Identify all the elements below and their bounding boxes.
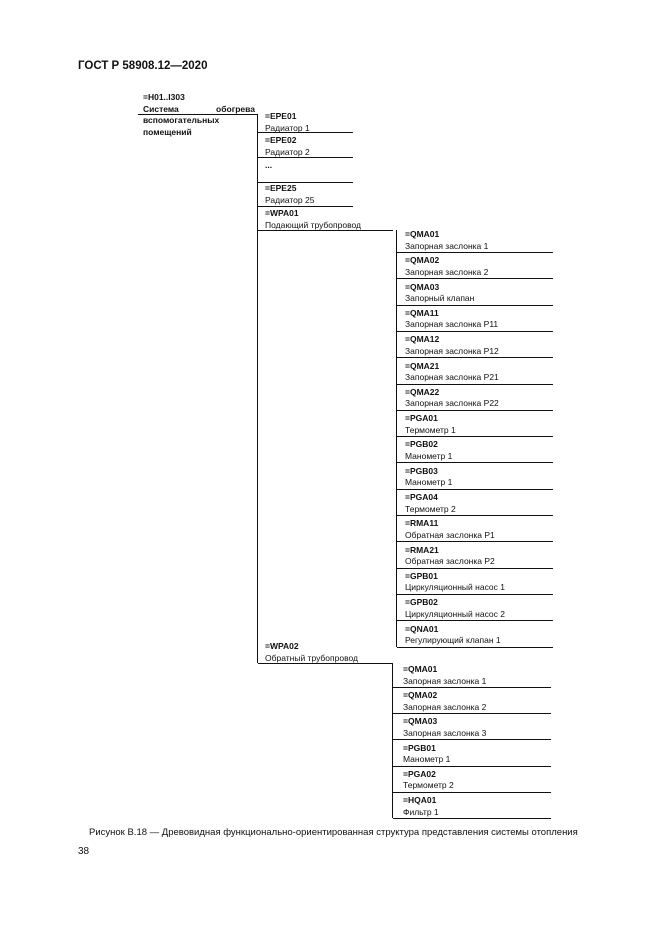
node-code: =QMA01 bbox=[405, 229, 440, 239]
node-name: Радиатор 2 bbox=[265, 146, 310, 157]
tree-node-level1 bbox=[265, 183, 314, 206]
return-item-underline bbox=[393, 687, 551, 688]
node-code: =WPA01 bbox=[265, 208, 299, 218]
supply-item-underline bbox=[397, 252, 553, 253]
node-name: Циркуляционный насос 2 bbox=[405, 608, 505, 619]
node-code: =RMA11 bbox=[405, 518, 439, 529]
return-item-underline bbox=[393, 766, 551, 767]
document-header: ГОСТ Р 58908.12—2020 bbox=[78, 60, 208, 72]
node-name: Радиатор 1 bbox=[265, 122, 310, 133]
supply-item-underline bbox=[397, 541, 553, 542]
supply-item-underline bbox=[397, 515, 553, 516]
supply-item-underline bbox=[397, 594, 553, 595]
tree-node-supply-item bbox=[405, 229, 488, 252]
tree-node-supply-item bbox=[405, 597, 505, 620]
node-code: =PGB02 bbox=[405, 439, 438, 450]
node-name: Фильтр 1 bbox=[403, 806, 439, 817]
return-item-underline bbox=[393, 739, 551, 740]
node-code: =QMA02 bbox=[403, 690, 438, 701]
node-code: =RMA21 bbox=[405, 544, 439, 555]
tree-node-supply-item bbox=[405, 387, 499, 410]
node-name: Обратная заслонка P2 bbox=[405, 556, 495, 567]
node-name: Запорная заслонка 1 bbox=[405, 240, 489, 251]
node-code: =EPE02 bbox=[265, 135, 297, 145]
tree-node-supply-item bbox=[405, 624, 501, 647]
tree-node-return-item bbox=[403, 716, 486, 739]
node-name: Манометр 1 bbox=[403, 754, 451, 765]
node-name: Манометр 1 bbox=[405, 450, 453, 461]
level1-underline bbox=[258, 230, 393, 231]
node-name: Радиатор 25 bbox=[265, 194, 315, 205]
tree-node-level1 bbox=[265, 641, 358, 664]
node-name: Запорная заслонка 2 bbox=[403, 701, 487, 712]
node-code: =HQA01 bbox=[403, 795, 437, 805]
tree-node-supply-item bbox=[405, 334, 499, 357]
tree-node-root bbox=[143, 92, 255, 138]
node-code: =QMA12 bbox=[405, 334, 440, 345]
figure-caption: Рисунок В.18 — Древовидная функционально-ориентированная структура представления системы отопления bbox=[89, 827, 578, 838]
node-code: =PGA04 bbox=[405, 492, 438, 502]
level1-underline bbox=[258, 132, 353, 133]
node-code: =QMA01 bbox=[403, 664, 438, 674]
node-name: Регулирующий клапан 1 bbox=[405, 635, 501, 645]
tree-node-supply-item bbox=[405, 255, 488, 278]
node-code: =WPA02 bbox=[265, 641, 299, 651]
node-name: Запорная заслонка 1 bbox=[403, 675, 487, 686]
tree-node-return-item bbox=[403, 769, 454, 792]
tree-node-supply-item bbox=[405, 361, 499, 384]
level1-underline bbox=[258, 157, 353, 158]
supply-item-underline bbox=[397, 384, 553, 385]
node-name: Термометр 2 bbox=[405, 503, 456, 514]
tree-node-supply-item bbox=[405, 518, 495, 541]
supply-item-underline bbox=[397, 462, 553, 463]
supply-item-underline bbox=[397, 568, 553, 569]
tree-node-level1 bbox=[265, 208, 361, 231]
node-name: Термометр 1 bbox=[405, 424, 456, 435]
supply-item-underline bbox=[397, 331, 553, 332]
supply-item-underline bbox=[397, 489, 553, 490]
tree-node-return-item bbox=[403, 664, 486, 687]
supply-connector bbox=[396, 230, 397, 647]
node-name: Система обогрева вспомогательных помещений bbox=[143, 103, 255, 137]
node-name: Запорная заслонка P11 bbox=[405, 319, 499, 330]
level1-underline bbox=[258, 663, 393, 664]
tree-node-level1 bbox=[265, 111, 310, 134]
node-code: =GPB02 bbox=[405, 597, 438, 608]
tree-node-supply-item bbox=[405, 282, 474, 305]
tree-node-return-item bbox=[403, 795, 439, 818]
node-name: Обратная заслонка P1 bbox=[405, 529, 495, 540]
node-name: Запорная заслонка 2 bbox=[405, 266, 489, 277]
node-code: =QMA02 bbox=[405, 255, 440, 266]
tree-node-return-item bbox=[403, 690, 486, 713]
node-code: ... bbox=[265, 160, 273, 170]
node-code: =PGB01 bbox=[403, 742, 436, 753]
node-name: Запорная заслонка P21 bbox=[405, 372, 499, 382]
supply-item-underline bbox=[397, 436, 553, 437]
node-name: Манометр 1 bbox=[405, 477, 453, 488]
node-name: Запорный клапан bbox=[405, 293, 475, 304]
node-name: Запорная заслонка P22 bbox=[405, 398, 499, 409]
node-code: =QMA03 bbox=[403, 716, 438, 727]
supply-item-underline bbox=[397, 278, 553, 279]
node-code: =QMA21 bbox=[405, 360, 440, 371]
node-name: Обратный трубопровод bbox=[265, 652, 358, 663]
node-code: =PGB03 bbox=[405, 465, 438, 476]
tree-node-supply-item bbox=[405, 545, 495, 568]
node-name: Запорная заслонка 3 bbox=[403, 727, 487, 738]
node-name: Подающий трубопровод bbox=[265, 219, 362, 230]
level1-underline bbox=[258, 206, 353, 207]
return-connector bbox=[392, 663, 393, 818]
supply-item-underline bbox=[397, 647, 553, 648]
tree-node-supply-item bbox=[405, 439, 452, 462]
tree-node-supply-item bbox=[405, 308, 498, 331]
level1-connector bbox=[257, 114, 258, 663]
node-code: =PGA01 bbox=[405, 413, 438, 424]
supply-item-underline bbox=[397, 357, 553, 358]
tree-node-supply-item bbox=[405, 492, 456, 515]
node-name: Термометр 2 bbox=[403, 780, 454, 791]
tree-node-supply-item bbox=[405, 413, 456, 436]
node-code: =QMA03 bbox=[405, 281, 440, 292]
tree-node-supply-item bbox=[405, 571, 505, 594]
tree-node-level1 bbox=[265, 160, 272, 172]
node-name: Циркуляционный насос 1 bbox=[405, 582, 505, 593]
node-name: Запорная заслонка P12 bbox=[405, 345, 499, 356]
return-item-underline bbox=[393, 818, 551, 819]
return-item-underline bbox=[393, 792, 551, 793]
node-code: =EPE01 bbox=[265, 111, 297, 121]
tree-node-return-item bbox=[403, 743, 450, 766]
node-code: =QMA22 bbox=[405, 386, 440, 397]
supply-item-underline bbox=[397, 620, 553, 621]
node-code: =QMA11 bbox=[405, 307, 439, 318]
node-code: =QNA01 bbox=[405, 623, 439, 634]
node-code: =GPB01 bbox=[405, 570, 438, 581]
page-number: 38 bbox=[78, 846, 90, 857]
return-item-underline bbox=[393, 713, 551, 714]
node-code: =EPE25 bbox=[265, 183, 297, 193]
root-underline bbox=[138, 114, 258, 115]
node-code: =PGA02 bbox=[403, 768, 436, 779]
tree-node-supply-item bbox=[405, 466, 452, 489]
supply-item-underline bbox=[397, 305, 553, 306]
tree-node-level1 bbox=[265, 135, 310, 158]
supply-item-underline bbox=[397, 410, 553, 411]
node-code: =H01..I303 bbox=[143, 92, 185, 102]
